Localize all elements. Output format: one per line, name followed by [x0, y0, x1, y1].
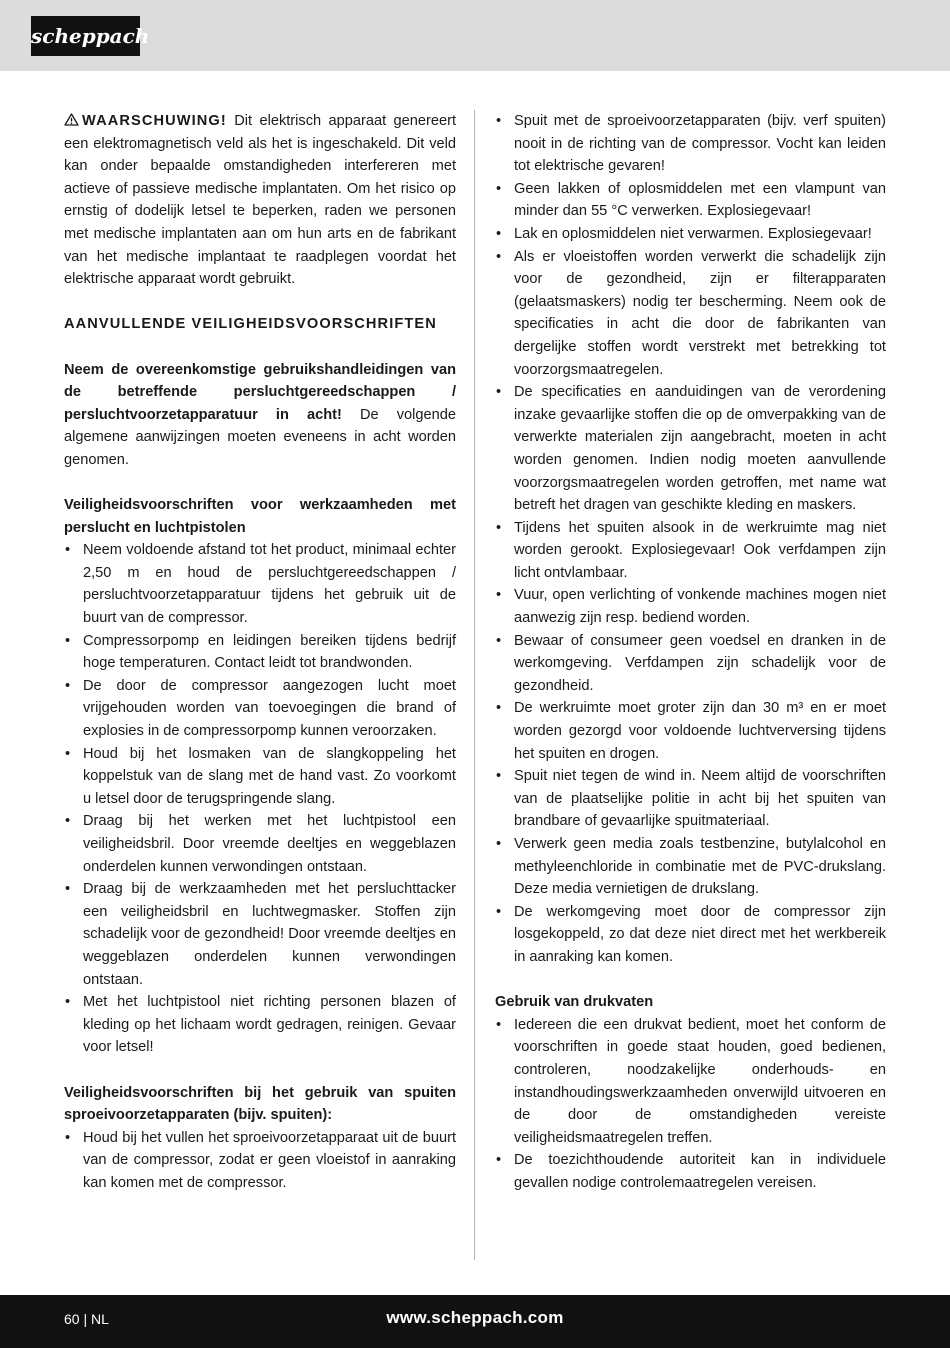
intro-text: De volgende algemene aanwijzingen moeten eveneens in acht worden genomen. [64, 406, 456, 468]
list-item: • Spuit niet tegen de wind in. Neem altijd de voorschriften van de plaatselijke politie in acht bij het spuiten van brandbare of gevaarlijke spuitmateriaal. [495, 765, 886, 833]
bullet: • [496, 1152, 502, 1169]
column-divider [474, 110, 475, 1260]
warning-text: Dit elektrisch apparaat genereert een elektromagnetisch veld als het is ingeschakeld. Dit veld kan onder bepaalde omstandigheden interfereren met actieve of passieve medische implantaten. Om het risico op ernstig of dodelijk letsel te beperken, raden we personen met medische implantaten aan om hun arts en de fabrikant van het medische implantaat te raadplegen voordat het elektrische apparaat wordt gebruikt. [64, 113, 456, 288]
list-item: • Neem voldoende afstand tot het product, minimaal echter 2,50 m en houd de persluchtgereedschappen / persluchtvoorzetapparatuur tijdens het gebruik uit de buurt van de compressor. [64, 539, 456, 629]
list-item: • De werkomgeving moet door de compressor zijn losgekoppeld, zo dat deze niet direct met het werkbereik in aanraking kan komen. [495, 901, 886, 969]
bullet: • [496, 700, 502, 717]
list-item: • Met het luchtpistool niet richting personen blazen of kleding op het lichaam wordt gedragen, reinigen. Gevaar voor letsel! [64, 991, 456, 1059]
bullet: • [65, 677, 71, 694]
page-footer [0, 1295, 950, 1348]
list-item: • Bewaar of consumeer geen voedsel en dranken in de werkomgeving. Verfdampen zijn schadelijk voor de gezondheid. [495, 630, 886, 698]
bullet: • [496, 836, 502, 852]
bullet: • [496, 632, 502, 649]
list-item: • Spuit met de sproeivoorzetapparaten (bijv. verf spuiten) nooit in de richting van de compressor. Vocht kan leiden tot elektrische gevaren! [495, 110, 886, 178]
left-column [64, 110, 456, 1195]
bullet: • [496, 113, 502, 129]
bullet: • [65, 745, 71, 762]
scheppach-logo: scheppach [31, 16, 140, 56]
bullet: • [496, 519, 502, 536]
bullet: • [65, 542, 71, 559]
footer-separator: | [83, 1311, 88, 1327]
section-heading: AANVULLENDE VEILIGHEIDSVOORSCHRIFTEN [64, 316, 437, 333]
bullet: • [496, 768, 502, 785]
list-item: • De werkruimte moet groter zijn dan 30 m³ en er moet worden gezorgd voor voldoende luchtverversing tijdens het spuiten en drogen. [495, 697, 886, 765]
language-code: NL [91, 1311, 109, 1327]
bullet: • [65, 813, 71, 830]
website-url: www.scheppach.com [386, 1308, 564, 1327]
list-item: • Geen lakken of oplosmiddelen met een vlampunt van minder dan 55 °C verwerken. Explosiegevaar! [495, 178, 886, 223]
list-item: • Draag bij de werkzaamheden met het persluchttacker een veiligheidsbril en luchtwegmasker. Stoffen zijn schadelijk voor de gezondheid! Door vreemde deeltjes en weggeblazen onderdelen kunnen verwondingen ontstaan. [64, 878, 456, 991]
bullet: • [496, 903, 502, 920]
bullet: • [496, 248, 502, 265]
bullet: • [496, 384, 502, 401]
list-item: • Houd bij het vullen het sproeivoorzetapparaat uit de buurt van de compressor, zodat er geen vloeistof in aanraking kan komen met de compressor. [64, 1127, 456, 1195]
list-item: • Lak en oplosmiddelen niet verwarmen. Explosiegevaar! [495, 223, 886, 246]
list-perslucht [64, 539, 456, 1059]
intro-paragraph [64, 359, 456, 472]
list-spuiten-continued [495, 110, 886, 969]
list-item: • De door de compressor aangezogen lucht moet vrijgehouden worden van toevoegingen die brand of explosies in de compressorpomp kunnen veroorzaken. [64, 675, 456, 743]
list-item: • De toezichthoudende autoriteit kan in individuele gevallen nodige controlemaatregelen vereisen. [495, 1149, 886, 1194]
bullet: • [496, 587, 502, 604]
list-item: • Compressorpomp en leidingen bereiken tijdens bedrijf hoge temperaturen. Contact leidt tot brandwonden. [64, 630, 456, 675]
list-item: • Iedereen die een drukvat bedient, moet het conform de voorschriften in goede staat houden, goed bedienen, controleren, noodzakelijke onderhouds- en instandhoudingswerkzaamheden onverwijld uitvoeren en de door de omstandigheden vereiste veiligheidsmaatregelen treffen. [495, 1014, 886, 1150]
list-drukvaten [495, 1014, 886, 1195]
right-column [495, 110, 886, 1195]
intro-bold: Neem de overeenkomstige gebruikshandleidingen van de betreffende persluchtgereedschappen / persluchtvoorzetapparatuur in acht! [64, 361, 456, 423]
list-item: • Draag bij het werken met het luchtpistool een veiligheidsbril. Door vreemde deeltjes en weggeblazen onderdelen kunnen verwondingen ontstaan. [64, 810, 456, 878]
list-item: • De specificaties en aanduidingen van de verordening inzake gevaarlijke stoffen die op de omverpakking van de verwerkte materialen zijn aangebracht, moeten in acht worden genomen. Indien nodig moeten aanvullende voorzorgsmaatregelen worden getroffen, met name wat betreft het dragen van geschikte kleding en maskers. [495, 381, 886, 517]
bullet: • [65, 1129, 71, 1146]
bullet: • [496, 180, 502, 197]
bullet: • [496, 1016, 502, 1033]
subheading-perslucht: Veiligheidsvoorschriften voor werkzaamheden met perslucht en luchtpistolen [64, 497, 456, 536]
bullet: • [65, 632, 71, 649]
bullet: • [65, 881, 71, 898]
subheading-drukvaten: Gebruik van drukvaten [495, 994, 654, 1011]
page-header [0, 0, 950, 71]
warning-triangle-icon [64, 111, 79, 124]
warning-label: WAARSCHUWING! [82, 113, 227, 129]
list-item: • Als er vloeistoffen worden verwerkt die schadelijk zijn voor de gezondheid, zijn er filterapparaten (gelaatsmaskers) nodig ter bescherming. Neem ook de specificaties in acht die door de fabrikanten van dergelijke stoffen wordt verstrekt met betrekking tot voorzorgsmaatregelen. [495, 246, 886, 382]
subheading-spuiten: Veiligheidsvoorschriften bij het gebruik van spuiten sproeivoorzetapparaten (bijv. spuiten): [64, 1084, 456, 1124]
list-spuiten [64, 1127, 456, 1195]
list-item: • Houd bij het losmaken van de slangkoppeling het koppelstuk van de slang met de hand vast. Zo voorkomt u letsel door de terugspringende slang. [64, 743, 456, 811]
page-number: 60 [64, 1311, 80, 1327]
bullet: • [65, 994, 71, 1011]
warning-paragraph [64, 110, 456, 291]
list-item: • Verwerk geen media zoals testbenzine, butylalcohol en methyleenchloride in combinatie met de PVC-drukslang. Deze media vernietigen de drukslang. [495, 833, 886, 901]
list-item: • Tijdens het spuiten alsook in de werkruimte mag niet worden gerookt. Explosiegevaar! Ook verfdampen zijn licht ontvlambaar. [495, 517, 886, 585]
bullet: • [496, 225, 502, 242]
list-item: • Vuur, open verlichting of vonkende machines mogen niet aanwezig zijn resp. bediend worden. [495, 584, 886, 629]
